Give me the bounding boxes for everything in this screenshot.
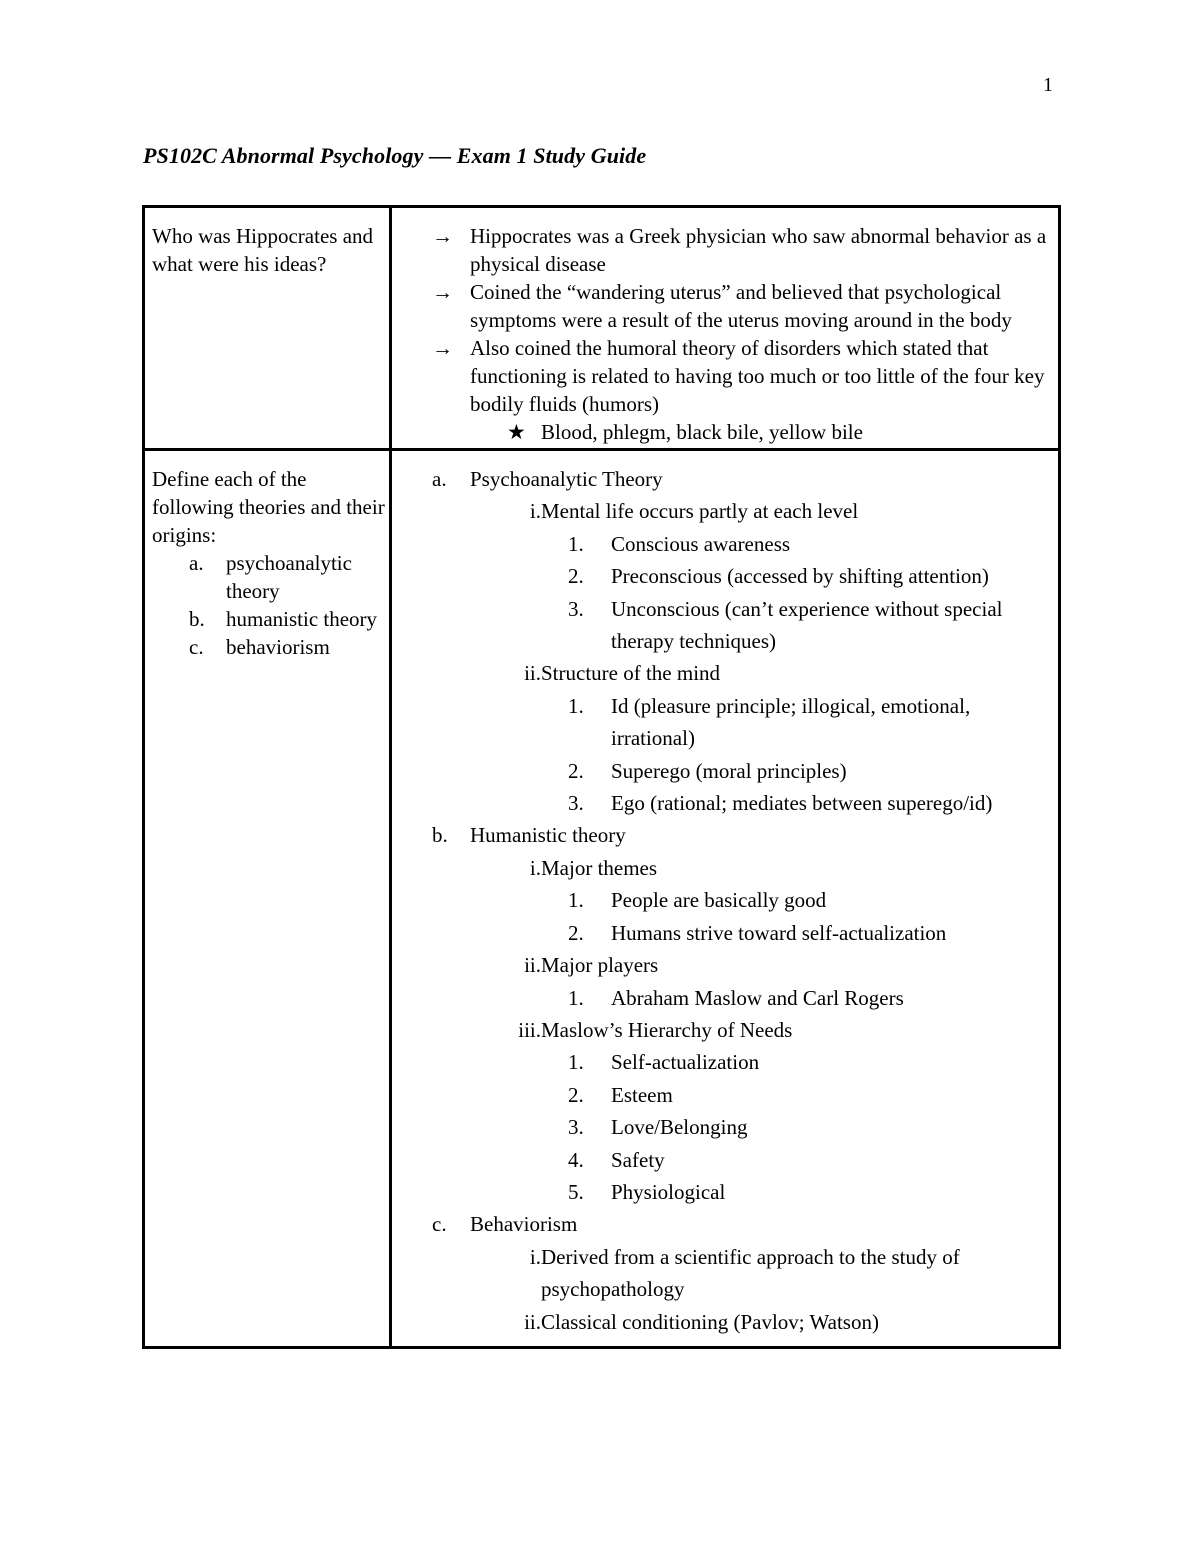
star-icon: ★: [507, 420, 526, 444]
outline-item-level-3: [432, 787, 1048, 819]
outline-text: Structure of the mind: [541, 661, 721, 686]
answer-list: [392, 208, 1058, 448]
outline-text: Derived from a scientific approach to the study of psychopathology: [541, 1244, 960, 1302]
outline-item-level-3: [432, 884, 1048, 916]
outline-item-level-3: [432, 1046, 1048, 1078]
answer-text: Blood, phlegm, black bile, yellow bile: [541, 420, 863, 444]
outline-text: Physiological: [611, 1179, 726, 1204]
outline-item-level-3: [432, 1079, 1048, 1111]
outline-text: People are basically good: [611, 888, 827, 913]
arrow-right-icon: →: [432, 336, 453, 360]
answer-cell: [391, 450, 1060, 1348]
outline-marker: 2.: [568, 758, 584, 783]
outline-marker-text: ii.: [524, 953, 541, 978]
outline-text: Safety: [611, 1147, 665, 1172]
answer-text: Hippocrates was a Greek physician who saw abnormal behavior as a physical disease: [470, 224, 1047, 276]
outline-marker: [470, 949, 541, 981]
outline-item-level-2: [432, 1306, 1048, 1338]
outline-item-level-2: [432, 1241, 1048, 1306]
outline-marker: [470, 495, 541, 527]
outline-text: Humans strive toward self-actualization: [611, 920, 947, 945]
question-text: Define each of the following theories and their origins:: [152, 467, 385, 547]
subitem-label: b.: [189, 607, 205, 631]
subitem-label: a.: [189, 551, 204, 575]
outline-marker: [470, 1306, 541, 1338]
outline-text: Classical conditioning (Pavlov; Watson): [541, 1309, 879, 1334]
outline-item-level-2: [432, 657, 1048, 689]
subitem-text: humanistic theory: [226, 607, 378, 631]
outline-text: Major players: [541, 953, 659, 978]
outline-text: Conscious awareness: [611, 531, 791, 556]
outline-text: Preconscious (accessed by shifting attention): [611, 564, 989, 589]
arrow-right-icon: →: [432, 280, 453, 304]
subitem-text: psychoanalytic theory: [226, 551, 352, 603]
subitem-label: c.: [189, 635, 204, 659]
outline-item-level-1: [432, 463, 1048, 495]
outline-item-level-3: [432, 528, 1048, 560]
outline-marker: 5.: [568, 1179, 584, 1204]
outline-text: Unconscious (can’t experience without special therapy techniques): [611, 596, 1003, 654]
outline-item-level-1: [432, 819, 1048, 851]
outline-item-level-1: [432, 1208, 1048, 1240]
outline-text: Superego (moral principles): [611, 758, 847, 783]
outline-item-level-3: [432, 755, 1048, 787]
outline-marker: 1.: [568, 531, 584, 556]
outline-item-level-3: [432, 560, 1048, 592]
outline-item-level-3: [432, 690, 1048, 755]
question-cell: [144, 450, 391, 1348]
outline-marker: [470, 852, 541, 884]
outline-text: Ego (rational; mediates between superego/id): [611, 791, 993, 816]
outline-marker-text: ii.: [524, 1309, 541, 1334]
outline-text: Behaviorism: [470, 1212, 578, 1237]
outline-marker: [470, 1014, 541, 1046]
outline-item-level-3: [432, 1176, 1048, 1208]
list-item: [432, 222, 1048, 278]
answer-cell: [391, 207, 1060, 450]
outline-item-level-3: [432, 1144, 1048, 1176]
outline-text: Major themes: [541, 855, 658, 880]
outline-text: Self-actualization: [611, 1050, 760, 1075]
study-guide-table: [142, 205, 1061, 1349]
outline-text: Abraham Maslow and Carl Rogers: [611, 985, 904, 1010]
answer-text: Also coined the humoral theory of disorders which stated that functioning is related to having too much or too little of the four key bodily fluids (humors): [470, 336, 1045, 416]
outline-text: Humanistic theory: [470, 823, 626, 848]
list-item: [432, 278, 1048, 334]
outline-marker: 3.: [568, 596, 584, 621]
outline-marker-text: i.: [529, 855, 541, 880]
question-subitem: [152, 549, 389, 605]
outline-item-level-3: [432, 982, 1048, 1014]
outline-marker: 1.: [568, 693, 584, 718]
question-subitem: [152, 605, 389, 633]
page-title: PS102C Abnormal Psychology — Exam 1 Study Guide: [143, 143, 647, 168]
table-row: [144, 450, 1060, 1348]
subitem-text: behaviorism: [226, 635, 330, 659]
outline-item-level-2: [432, 1014, 1048, 1046]
table-row: [144, 207, 1060, 450]
outline-marker: 1.: [568, 1050, 584, 1075]
outline-marker: [470, 1241, 541, 1306]
outline-marker: [470, 657, 541, 689]
outline-item-level-3: [432, 593, 1048, 658]
outline-marker: 2.: [568, 920, 584, 945]
outline-item-level-2: [432, 495, 1048, 527]
answer-text: Coined the “wandering uterus” and believed that psychological symptoms were a result of the uterus moving around in the body: [470, 280, 1012, 332]
list-item: [432, 418, 1048, 446]
outline-text: Mental life occurs partly at each level: [541, 499, 859, 524]
outline-marker: c.: [432, 1212, 447, 1237]
outline-marker: 2.: [568, 564, 584, 589]
outline-item-level-2: [432, 949, 1048, 981]
list-item: [432, 334, 1048, 418]
outline-marker: b.: [432, 823, 448, 848]
outline-text: Love/Belonging: [611, 1115, 748, 1140]
outline-marker: 1.: [568, 985, 584, 1010]
outline-marker-text: ii.: [524, 661, 541, 686]
outline-marker: 2.: [568, 1082, 584, 1107]
question-block: [145, 451, 389, 661]
outline-marker: 3.: [568, 791, 584, 816]
outline-text: Esteem: [611, 1082, 673, 1107]
outline-marker: 1.: [568, 888, 584, 913]
outline-marker: 3.: [568, 1115, 584, 1140]
outline-text: Maslow’s Hierarchy of Needs: [541, 1017, 793, 1042]
outline-marker: 4.: [568, 1147, 584, 1172]
outline-text: Psychoanalytic Theory: [470, 467, 663, 491]
outline-marker-text: i.: [529, 499, 541, 524]
outline-marker-text: iii.: [518, 1017, 541, 1042]
answer-outline: [392, 451, 1058, 1346]
outline-item-level-2: [432, 852, 1048, 884]
page-number: 1: [1043, 74, 1053, 96]
outline-item-level-3: [432, 917, 1048, 949]
outline-item-level-3: [432, 1111, 1048, 1143]
question-subitem: [152, 633, 389, 661]
question-cell: [144, 207, 391, 450]
outline-marker: a.: [432, 467, 447, 491]
arrow-right-icon: →: [432, 224, 453, 248]
question-text: Who was Hippocrates and what were his ideas?: [152, 224, 374, 276]
outline-text: Id (pleasure principle; illogical, emotional, irrational): [611, 693, 971, 751]
outline-marker-text: i.: [529, 1244, 541, 1269]
